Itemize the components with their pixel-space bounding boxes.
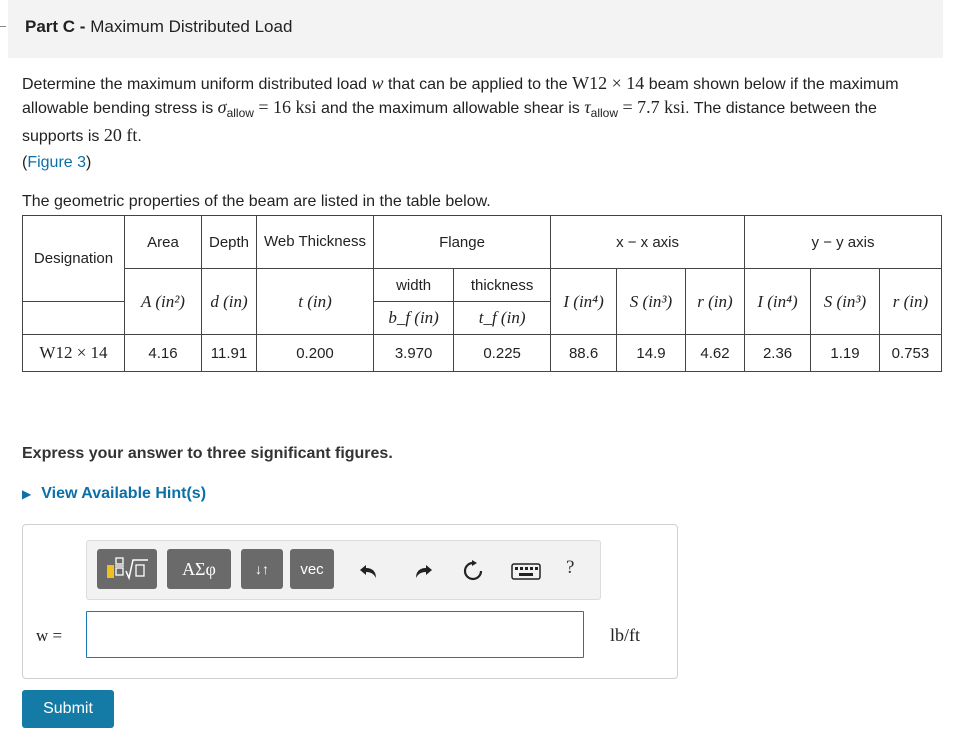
designation-spacer [23, 302, 125, 335]
unit-rx: r (in) [685, 269, 744, 335]
cell-ry: 0.753 [879, 335, 941, 372]
unit-area: A (in²) [125, 269, 202, 335]
undo-icon[interactable] [357, 559, 381, 583]
sigma-symbol: σ [217, 97, 227, 117]
tau-value: 7.7 ksi [637, 97, 686, 117]
tau-symbol: τ [584, 97, 591, 117]
answer-input[interactable] [86, 611, 584, 658]
equals-sign: = [258, 97, 269, 117]
allow-subscript: allow [226, 106, 254, 120]
allow-subscript: allow [590, 106, 619, 120]
figure-link[interactable]: Figure 3 [27, 154, 87, 171]
equals-sign: = [622, 97, 633, 117]
header-designation: Designation [23, 216, 125, 302]
unit-depth: d (in) [202, 269, 257, 335]
distance-value: 20 ft [103, 125, 138, 145]
unit-bf: b_f (in) [374, 302, 454, 335]
submit-button[interactable]: Submit [22, 690, 114, 728]
unit-iy: I (in⁴) [745, 269, 811, 335]
cell-sx: 14.9 [617, 335, 686, 372]
paren-close: ) [86, 154, 92, 171]
answer-unit: lb/ft [610, 625, 640, 645]
unit-ix: I (in⁴) [551, 269, 617, 335]
cell-web-thickness: 0.200 [257, 335, 374, 372]
part-title [25, 17, 292, 37]
problem-text: that can be applied to the [387, 76, 568, 93]
header-width: width [374, 269, 454, 302]
unit-sx: S (in³) [617, 269, 686, 335]
unit-ry: r (in) [879, 269, 941, 335]
help-button[interactable]: ? [566, 557, 575, 578]
math-toolbar [86, 540, 601, 600]
problem-statement [22, 72, 922, 148]
hint-label: View Available Hint(s) [41, 485, 207, 502]
problem-text: beam shown below if the maximum allowable bending stress is [22, 76, 899, 117]
unit-sy: S (in³) [811, 269, 880, 335]
unit-tf: t_f (in) [454, 302, 551, 335]
expand-triangle-icon: ▶ [22, 487, 32, 501]
greek-symbols-button[interactable]: ΑΣφ [167, 549, 231, 589]
part-header [8, 0, 943, 58]
reset-icon[interactable] [461, 559, 485, 583]
collapse-marker [0, 26, 6, 27]
cell-iy: 2.36 [745, 335, 811, 372]
row-designation: W12 × 14 [23, 335, 125, 372]
header-web-thickness: Web Thickness [257, 216, 374, 269]
instructions: Express your answer to three significant figures. [22, 445, 393, 462]
header-x-axis: x − x axis [551, 216, 745, 269]
cell-flange-width: 3.970 [374, 335, 454, 372]
unit-web: t (in) [257, 269, 374, 335]
problem-text: and the maximum allowable shear is [320, 100, 580, 117]
part-label: Part C - [25, 17, 86, 36]
cell-ix: 88.6 [551, 335, 617, 372]
vector-button[interactable]: vec [290, 549, 334, 589]
problem-text: . [137, 128, 142, 145]
view-hints-link[interactable] [22, 485, 206, 503]
part-name: Maximum Distributed Load [90, 17, 293, 36]
keyboard-icon[interactable] [511, 559, 541, 583]
header-flange: Flange [374, 216, 551, 269]
header-y-axis: y − y axis [745, 216, 942, 269]
arrows-button[interactable]: ↓↑ [241, 549, 283, 589]
problem-text: Determine the maximum uniform distributed load [22, 76, 368, 93]
var-w: w [371, 73, 384, 93]
header-depth: Depth [202, 216, 257, 269]
templates-button[interactable] [97, 549, 157, 589]
header-area: Area [125, 216, 202, 269]
beam-designation: W12 × 14 [572, 73, 645, 93]
fraction-root-icon [104, 556, 150, 582]
answer-label: w = [36, 626, 63, 645]
cell-depth: 11.91 [202, 335, 257, 372]
table-intro: The geometric properties of the beam are listed in the table below. [22, 193, 491, 210]
redo-icon[interactable] [411, 559, 435, 583]
cell-sy: 1.19 [811, 335, 880, 372]
paren-open: ( [22, 154, 28, 171]
sigma-value: 16 ksi [272, 97, 317, 117]
header-thickness: thickness [454, 269, 551, 302]
beam-properties-table [22, 215, 942, 372]
figure-reference [22, 154, 91, 172]
problem-text: . The distance between the supports is [22, 100, 877, 145]
cell-area: 4.16 [125, 335, 202, 372]
cell-rx: 4.62 [685, 335, 744, 372]
cell-flange-thickness: 0.225 [454, 335, 551, 372]
